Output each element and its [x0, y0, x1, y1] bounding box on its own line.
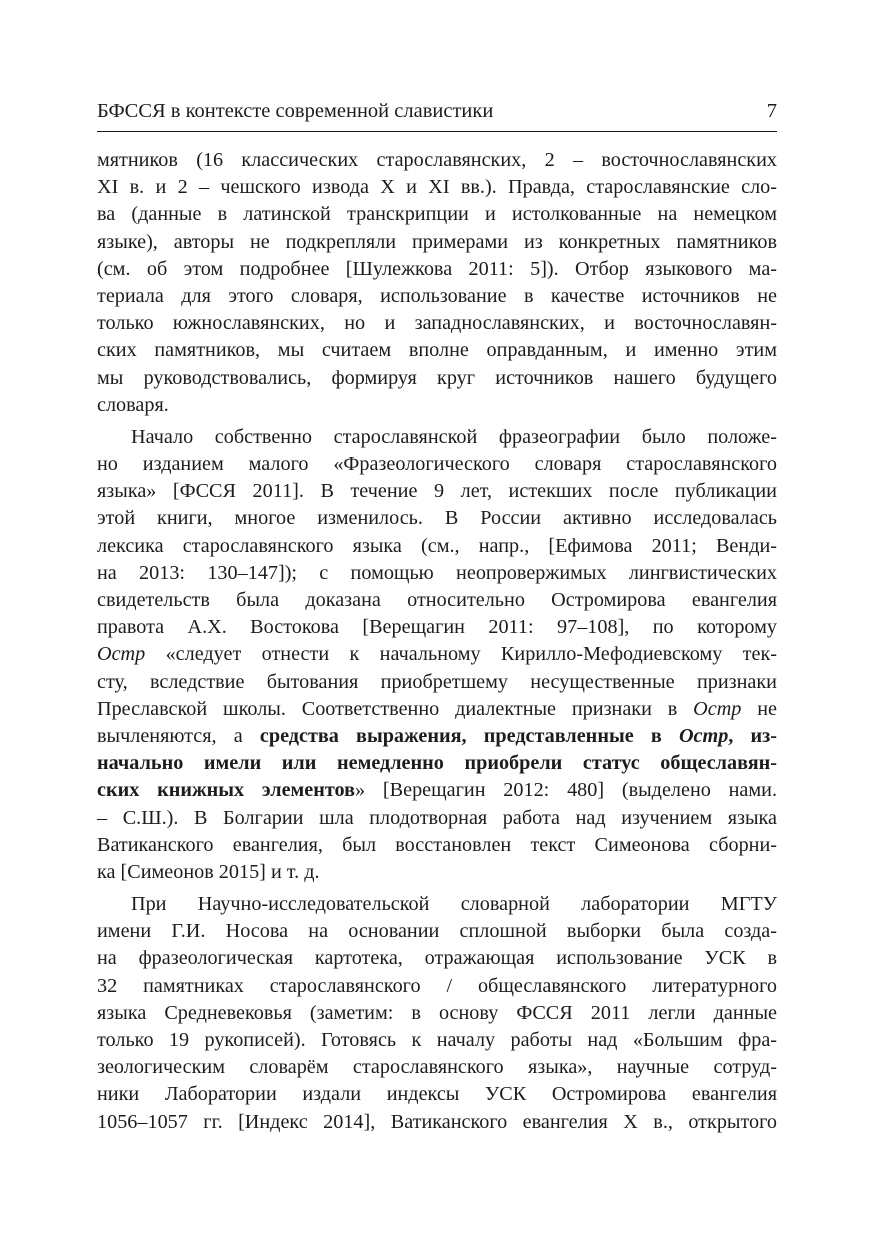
text-line: Преславской школы. Соответственно диалектные признаки в Остр не — [97, 697, 777, 720]
text-line: XI в. и 2 – чешского извода X и XI вв.). Правда, старославянские сло- — [97, 176, 777, 199]
running-header — [97, 98, 777, 128]
page-number: 7 — [766, 100, 777, 122]
text-line: Остр «следует отнести к начальному Кирилло-Мефодиевскому тек- — [97, 643, 777, 666]
text-line: ва (данные в латинской транскрипции и истолкованные на немецком — [97, 203, 777, 226]
text-line: мы руководствовались, формируя круг источников нашего будущего — [97, 366, 777, 389]
text-line: этой книги, многое изменилось. В России активно исследовалась — [97, 507, 777, 530]
text-line: имени Г.И. Носова на основании сплошной выборки была созда- — [97, 920, 777, 943]
text-line: языке), авторы не подкрепляли примерами из конкретных памятников — [97, 230, 777, 253]
paragraph-3 — [97, 891, 777, 1136]
text-line: ских книжных элементов» [Верещагин 2012: 480] (выделено нами. — [97, 779, 778, 802]
bold-emphasis: начально имели или немедленно приобрели статус общеславян- — [97, 752, 777, 775]
text-line: на фразеологическая картотека, отражающая использование УСК в — [97, 947, 777, 970]
paragraph-1 — [97, 147, 777, 419]
text-line: 1056–1057 гг. [Индекс 2014], Ватиканского евангелия X в., открытого — [97, 1110, 777, 1133]
running-title: БФССЯ в контексте современной славистики — [97, 100, 494, 122]
text-line: зеологическим словарём старославянского языка», научные сотруд- — [97, 1056, 777, 1079]
text-line: 32 памятниках старославянского / общеславянского литературного — [97, 974, 777, 997]
paragraph-2 — [97, 424, 777, 886]
text-line: только южнославянских, но и западнославянских, и восточнославян- — [97, 312, 777, 335]
text-line: языка» [ФССЯ 2011]. В течение 9 лет, истекших после публикации — [97, 480, 777, 503]
bold-emphasis: ских книжных элементов — [97, 779, 356, 802]
text-line: – С.Ш.). В Болгарии шла плодотворная работа над изучением языка — [97, 806, 777, 829]
text-line: на 2013: 130–147]); с помощью неопровержимых лингвистических — [97, 561, 777, 584]
text-line: вычленяются, а средства выражения, представленные в Остр, из- — [97, 724, 777, 747]
italic-abbrev: Остр — [693, 697, 742, 720]
body-text — [97, 147, 777, 1136]
text-line: ники Лаборатории издали индексы УСК Остромирова евангелия — [97, 1083, 777, 1106]
text-line: сту, вследствие бытования приобретшему несущественные признаки — [97, 670, 777, 693]
text-line: ских памятников, мы считаем вполне оправданным, и именно этим — [97, 339, 777, 362]
text-line: ка [Симеонов 2015] и т. д. — [97, 860, 320, 883]
text-line: только 19 рукописей). Готовясь к началу работы над «Большим фра- — [97, 1029, 777, 1051]
text-line: Ватиканского евангелия, был восстановлен текст Симеонова сборни- — [97, 833, 777, 856]
text-line: териала для этого словаря, использование в качестве источников не — [97, 284, 777, 307]
header-rule — [97, 131, 777, 132]
text-line: но изданием малого «Фразеологического словаря старославянского — [97, 453, 777, 476]
text-line: словаря. — [97, 393, 169, 416]
text-line — [97, 750, 777, 777]
text-line: При Научно-исследовательской словарной лаборатории МГТУ — [131, 893, 777, 916]
italic-abbrev: Остр — [97, 643, 146, 666]
text-line: (см. об этом подробнее [Шулежкова 2011: 5]). Отбор языкового ма- — [97, 257, 777, 280]
text-line: языка Средневековья (заметим: в основу ФССЯ 2011 легли данные — [97, 1001, 777, 1024]
bold-emphasis: средства выражения, представленные в — [259, 724, 679, 747]
text-line: Начало собственно старославянской фразеографии было положе- — [131, 425, 777, 448]
bold-emphasis: , из- — [728, 724, 777, 747]
text-line: свидетельств была доказана относительно Остромирова евангелия — [97, 589, 777, 611]
text-line: правота А.Х. Востокова [Верещагин 2011: 97–108], по которому — [97, 616, 777, 639]
bold-italic-abbrev: Остр — [678, 724, 729, 747]
text-line: мятников (16 классических старославянских, 2 – восточнославянских — [97, 149, 777, 171]
text-line: лексика старославянского языка (см., напр., [Ефимова 2011; Венди- — [97, 534, 777, 557]
